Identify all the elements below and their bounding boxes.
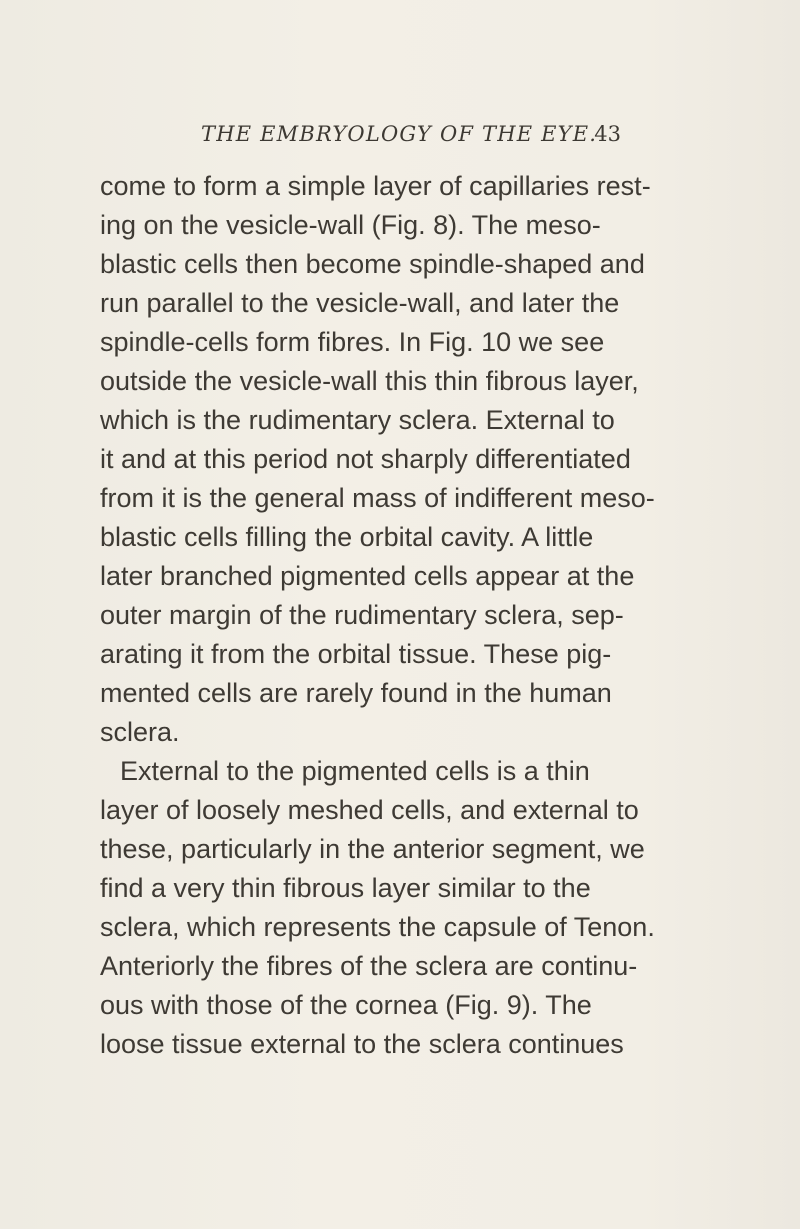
body-text [100,167,740,1064]
text-line: mented cells are rarely found in the human [100,678,612,708]
text-line: later branched pigmented cells appear at the [100,561,635,591]
text-line: blastic cells then become spindle-shaped and [100,249,645,279]
text-line: outer margin of the rudimentary sclera, sep- [100,600,624,630]
text-line: come to form a simple layer of capillaries rest- [100,171,651,201]
text-line: loose tissue external to the sclera continues [100,1029,624,1059]
text-line: from it is the general mass of indifferent meso- [100,483,655,513]
text-line: sclera, which represents the capsule of Tenon. [100,912,655,942]
text-line: layer of loosely meshed cells, and external to [100,795,639,825]
text-line: run parallel to the vesicle-wall, and later the [100,288,620,318]
running-head: THE EMBRYOLOGY OF THE EYE. [201,122,598,146]
text-line: these, particularly in the anterior segment, we [100,834,645,864]
page-header [201,122,621,156]
text-line: it and at this period not sharply differentiated [100,444,631,474]
text-line: spindle-cells form fibres. In Fig. 10 we see [100,327,605,357]
page-number: 43 [594,122,621,146]
paragraph-first-line: External to the pigmented cells is a thin [120,756,590,786]
text-line: ous with those of the cornea (Fig. 9). The [100,990,592,1020]
text-line: find a very thin fibrous layer similar to the [100,873,591,903]
text-line: blastic cells filling the orbital cavity. A little [100,522,594,552]
text-line: arating it from the orbital tissue. These pig- [100,639,612,669]
text-line: Anteriorly the fibres of the sclera are continu- [100,951,638,981]
text-line: ing on the vesicle-wall (Fig. 8). The meso- [100,210,601,240]
text-line: sclera. [100,717,180,747]
text-line: which is the rudimentary sclera. External to [100,405,615,435]
text-line: outside the vesicle-wall this thin fibrous layer, [100,366,639,396]
